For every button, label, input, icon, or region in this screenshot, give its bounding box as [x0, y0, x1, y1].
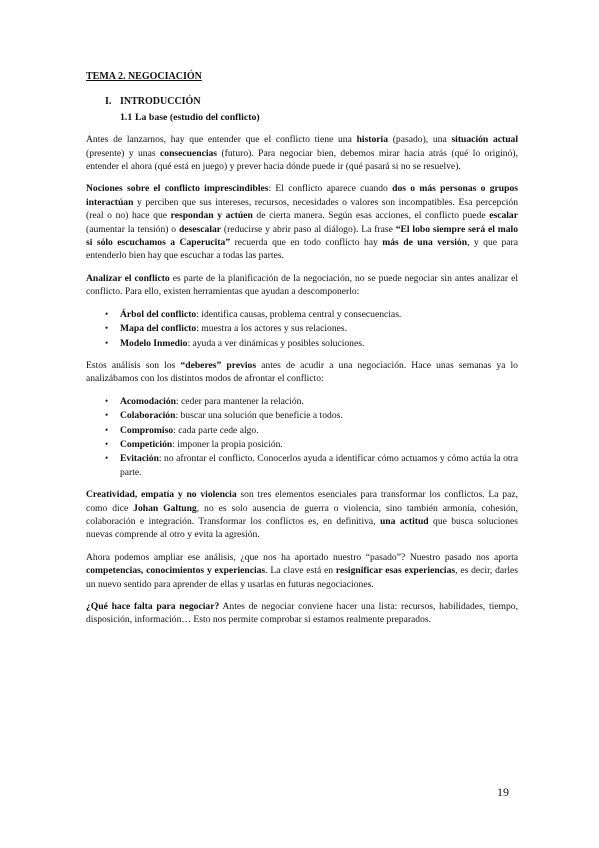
bold-term: Creatividad, empatía y no violencia: [86, 489, 237, 501]
paragraph-past: [86, 551, 518, 591]
list-item-text: : cada parte cede algo.: [173, 424, 259, 436]
bullet-icon: •: [105, 453, 109, 464]
bold-term: historia: [356, 134, 389, 146]
list-item: [86, 438, 518, 451]
bold-quote: “El lobo siempre será el malo si sólo escuchamos a Caperucita”: [86, 223, 519, 249]
text: antes de acudir a una negociación. Hace unas semanas ya lo analizábamos con los distintos modos de afrontar el conflicto:: [86, 359, 518, 385]
list-item-term: Compromiso: [120, 424, 174, 436]
list-item-text: : ceder para mantener la relación.: [175, 395, 304, 407]
text: recuerda que en todo conflicto hay: [230, 237, 383, 249]
list-item: [86, 308, 518, 321]
text: (reducirse y abrir paso al diálogo). La frase: [221, 223, 396, 235]
section-title: INTRODUCCIÓN: [120, 96, 201, 108]
bold-term: “deberes” previos: [180, 359, 257, 371]
list-item-term: Mapa del conflicto: [120, 323, 197, 335]
list-item-text: : buscar una solución que beneficie a todos.: [175, 410, 343, 422]
text: es parte de la planificación de la negociación, no se puede negociar sin antes analizar el conflicto. Para ello, existen herramientas que ayudan a descomponerlo:: [86, 272, 518, 298]
bold-term: ¿Qué hace falta para negociar?: [86, 601, 220, 612]
text: (aumentar la tensión) o: [86, 223, 179, 235]
bullet-icon: •: [105, 438, 109, 449]
paragraph-creativity: [86, 488, 518, 542]
text: , y que para entenderlo bien hay que escuchar a todas las partes.: [86, 237, 519, 262]
bold-term: situación actual: [451, 134, 518, 146]
document-page: [86, 70, 518, 636]
text: Antes de negociar conviene hacer una lista: recursos, habilidades, tiempo, disposición, información… Esto nos permite comprobar si estamos realmente preparados.: [86, 601, 518, 626]
subsection-number: 1.1: [120, 111, 133, 123]
text: : El conflicto aparece cuando: [268, 183, 393, 195]
list-item: [86, 452, 518, 479]
modes-list: [86, 395, 518, 479]
list-item: [86, 322, 518, 335]
bold-term: competencias, conocimientos y experiencias: [86, 565, 266, 577]
bullet-icon: •: [105, 395, 109, 406]
bold-term: escalar: [489, 210, 518, 222]
text: , no es solo ausencia de guerra o violencia, sino también armonía, cohesión, colaboración e integración. Transformar los conflictos es, en definitiva,: [86, 502, 518, 527]
text: Ahora podemos ampliar ese análisis, ¿que nos ha aportado nuestro “pasado”? Nuestro pasado nos aporta: [86, 551, 518, 563]
text: que busca soluciones nuevas comprende al otro y evita la agresión.: [86, 515, 518, 541]
list-item-term: Acomodación: [120, 395, 176, 407]
section-heading: [86, 95, 518, 108]
bullet-icon: •: [105, 424, 109, 435]
bold-term: resignificar esas experiencias: [335, 565, 456, 577]
tools-list: [86, 308, 518, 350]
list-item-text: : muestra a los actores y sus relaciones.: [196, 323, 348, 335]
text: (presente) y unas: [86, 147, 161, 159]
bullet-icon: •: [105, 410, 109, 421]
bold-term: dos o más personas o grupos interactúan: [86, 183, 518, 208]
section-number: I.: [105, 96, 112, 108]
bold-term: Analizar el conflicto: [86, 272, 170, 284]
bold-term: Johan Galtung: [133, 502, 197, 514]
list-item-term: Árbol del conflicto: [120, 308, 197, 320]
text: Antes de lanzarnos, hay que entender que el conflicto tiene una: [86, 134, 357, 146]
text: , es decir, darles un nuevo sentido para aprender de ellas y usarlas en futuras negociaciones.: [86, 565, 519, 590]
list-item-text: : imponer la propia posición.: [172, 438, 283, 450]
bold-term: desescalar: [178, 223, 222, 235]
bold-term: consecuencias: [160, 147, 218, 159]
bullet-icon: •: [105, 308, 109, 319]
text: (pasado), una: [388, 134, 452, 146]
text: son tres elementos esenciales para transformar los conflictos. La paz, como dice: [86, 489, 518, 514]
bold-term: respondan y actúen: [170, 210, 253, 222]
text: Estos análisis son los: [86, 359, 181, 371]
bullet-icon: •: [105, 323, 109, 334]
text: de cierta manera. Según esas acciones, el conflicto puede: [252, 210, 490, 222]
page-number: 19: [497, 785, 509, 799]
subsection-title: La base (estudio del conflicto): [135, 111, 260, 123]
paragraph-analyze: [86, 272, 518, 299]
list-item: [86, 395, 518, 408]
list-item-text: : identifica causas, problema central y consecuencias.: [196, 308, 402, 320]
paragraph-homework: [86, 359, 518, 386]
list-item: [86, 337, 518, 350]
bold-term: más de una versión: [382, 237, 468, 249]
bullet-icon: •: [105, 337, 109, 348]
list-item-text: : ayuda a ver dinámicas y posibles soluciones.: [187, 337, 365, 349]
text: y perciben que sus intereses, recursos, necesidades o valores son incompatibles. Esa percepción (real o no) hace que: [86, 196, 518, 222]
bold-term: una actitud: [379, 515, 429, 527]
paragraph-preparation: [86, 600, 518, 627]
list-item-term: Competición: [120, 438, 173, 450]
text: . La clave está en: [265, 565, 336, 577]
list-item: [86, 424, 518, 437]
text: (futuro). Para negociar bien, debemos mirar hacia atrás (qué lo originó), entender el ahora (qué está en juego) y prever hacia dónde puede ir (qué pasará si no se resuelve).: [86, 147, 518, 173]
paragraph-notions: [86, 182, 518, 262]
list-item-text: : no afrontar el conflicto. Conocerlos ayuda a identificar cómo actuamos y cómo actúa la otra parte.: [120, 453, 518, 478]
list-item-term: Colaboración: [120, 410, 176, 422]
subsection-heading: [86, 111, 518, 124]
paragraph-context: [86, 133, 518, 173]
list-item-term: Modelo Inmedio: [120, 337, 188, 349]
chapter-heading: TEMA 2. NEGOCIACIÓN: [86, 71, 202, 82]
list-item-term: Evitación: [120, 453, 159, 465]
list-item: [86, 409, 518, 422]
bold-term: Nociones sobre el conflicto imprescindibles: [86, 183, 269, 195]
